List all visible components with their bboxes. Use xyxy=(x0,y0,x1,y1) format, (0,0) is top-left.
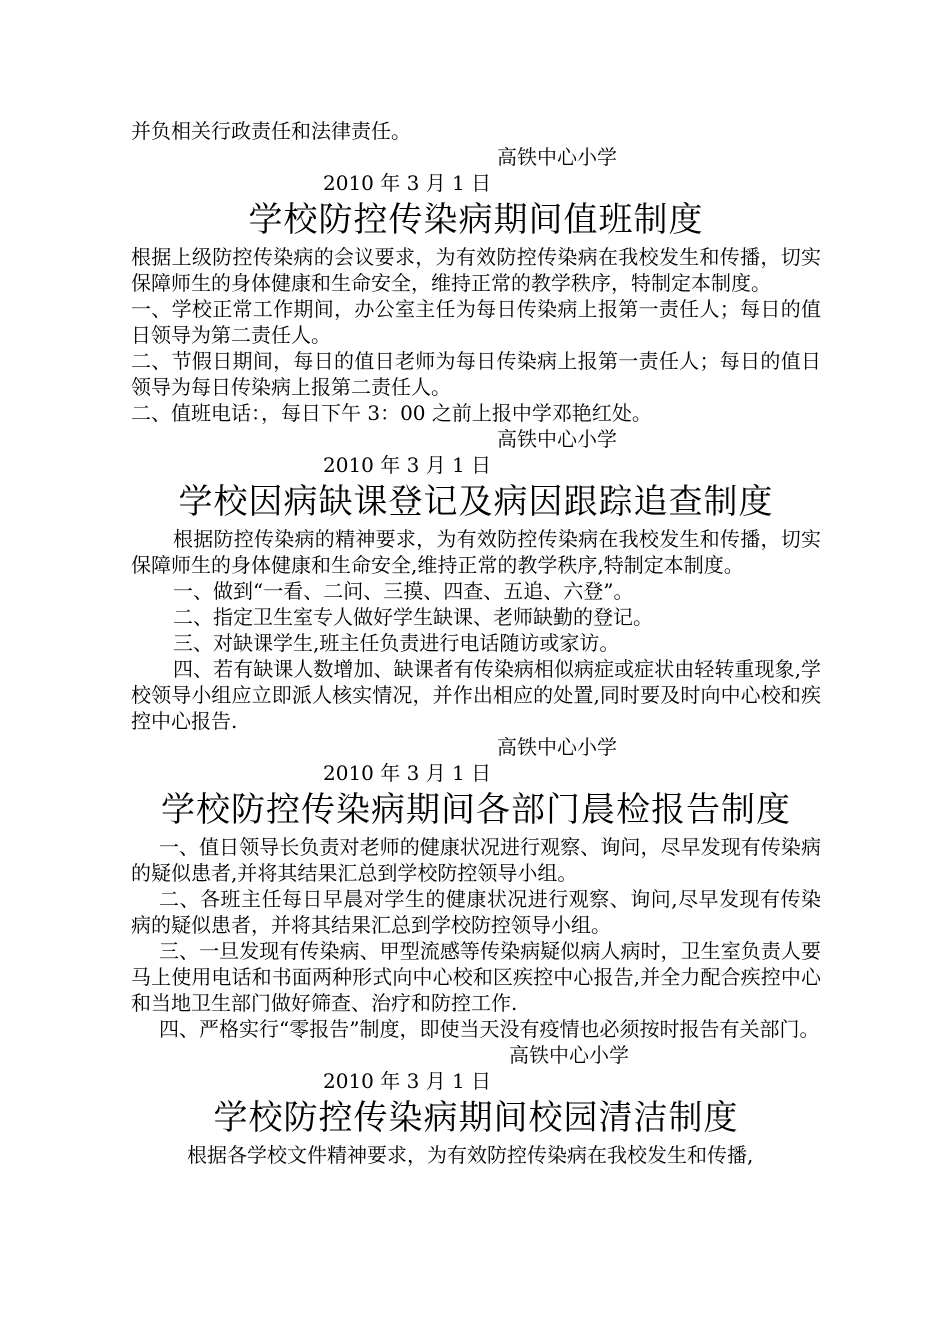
paragraph: 四、严格实行“零报告”制度，即使当天没有疫情也必须按时报告有关部门。 xyxy=(159,1017,820,1041)
section-title: 学校因病缺课登记及病因跟踪追查制度 xyxy=(178,482,774,522)
section-title: 学校防控传染病期间各部门晨检报告制度 xyxy=(161,790,791,830)
paragraph: 一、学校正常工作期间，办公室主任为每日传染病上报第一责任人；每日的值日领导为第二责任人。 xyxy=(131,297,821,347)
paragraph: 三、一旦发现有传染病、甲型流感等传染病疑似病人病时，卫生室负责人要马上使用电话和书面两种形式向中心校和区疾控中心报告,并全力配合疾控中心和当地卫生部门做好筛查、治疗和防控工作. xyxy=(131,939,821,1015)
signature-date: 2010 年 3 月 1 日 xyxy=(323,171,492,195)
paragraph: 二、指定卫生室专人做好学生缺课、老师缺勤的登记。 xyxy=(173,605,653,629)
signature-school: 高铁中心小学 xyxy=(509,1043,629,1067)
paragraph: 根据防控传染病的精神要求，为有效防控传染病在我校发生和传播，切实保障师生的身体健康和生命安全,维持正常的教学秩序,特制定本制度。 xyxy=(131,527,821,577)
paragraph: 一、做到“一看、二问、三摸、四查、五追、六登”。 xyxy=(173,579,634,603)
signature-date: 2010 年 3 月 1 日 xyxy=(323,453,492,477)
paragraph: 四、若有缺课人数增加、缺课者有传染病相似病症或症状由轻转重现象,学校领导小组应立即派人核实情况，并作出相应的处置,同时要及时向中心校和疾控中心报告. xyxy=(131,657,821,733)
paragraph: 二、值班电话：，每日下午 3：00 之前上报中学邓艳红处。 xyxy=(131,401,652,425)
paragraph: 二、各班主任每日早晨对学生的健康状况进行观察、询问,尽早发现有传染病的疑似患者，并将其结果汇总到学校防控领导小组。 xyxy=(131,887,821,937)
signature-school: 高铁中心小学 xyxy=(497,427,617,451)
section-title: 学校防控传染病期间校园清洁制度 xyxy=(213,1098,739,1138)
document-page xyxy=(131,118,821,1168)
signature-date: 2010 年 3 月 1 日 xyxy=(323,761,492,785)
paragraph: 根据上级防控传染病的会议要求，为有效防控传染病在我校发生和传播，切实保障师生的身体健康和生命安全，维持正常的教学秩序，特制定本制度。 xyxy=(131,245,821,295)
paragraph: 一、值日领导长负责对老师的健康状况进行观察、询问，尽早发现有传染病的疑似患者,并将其结果汇总到学校防控领导小组。 xyxy=(131,835,821,885)
paragraph: 二、节假日期间，每日的值日老师为每日传染病上报第一责任人；每日的值日领导为每日传染病上报第二责任人。 xyxy=(131,349,821,399)
paragraph: 三、对缺课学生,班主任负责进行电话随访或家访。 xyxy=(173,631,620,655)
section-title: 学校防控传染病期间值班制度 xyxy=(248,200,704,240)
paragraph: 根据各学校文件精神要求，为有效防控传染病在我校发生和传播, xyxy=(187,1143,754,1167)
signature-school: 高铁中心小学 xyxy=(497,145,617,169)
intro-tail-text: 并负相关行政责任和法律责任。 xyxy=(131,119,411,143)
signature-school: 高铁中心小学 xyxy=(497,735,617,759)
signature-date: 2010 年 3 月 1 日 xyxy=(323,1069,492,1093)
